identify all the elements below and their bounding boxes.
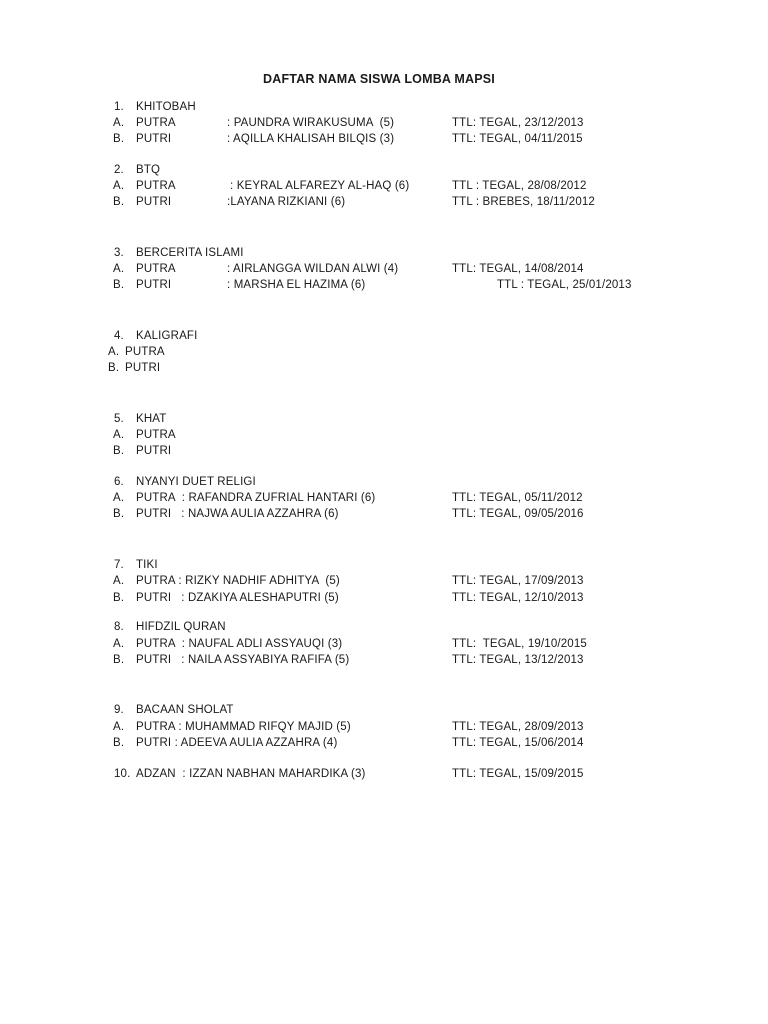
row-student-name: : MARSHA EL HAZIMA (6) <box>227 279 366 291</box>
row-ttl: TTL: TEGAL, 13/12/2013 <box>452 654 584 666</box>
row-letter: A. <box>113 117 125 129</box>
row-letter: B. <box>113 592 125 604</box>
row-ttl: TTL: TEGAL, 09/05/2016 <box>452 508 584 520</box>
section-number: 1. <box>114 101 124 113</box>
row-ttl: TTL : TEGAL, 28/08/2012 <box>452 180 587 192</box>
row-entry: PUTRI : ADEEVA AULIA AZZAHRA (4) <box>136 737 338 749</box>
row-label: PUTRA <box>136 180 176 192</box>
row-label: PUTRI <box>136 445 172 457</box>
row-student-name: :LAYANA RIZKIANI (6) <box>227 196 346 208</box>
row-ttl: TTL: TEGAL, 12/10/2013 <box>452 592 584 604</box>
section-number: 2. <box>114 164 124 176</box>
row-entry: PUTRI : NAILA ASSYABIYA RAFIFA (5) <box>136 654 350 666</box>
row-entry: PUTRA : RIZKY NADHIF ADHITYA (5) <box>136 575 340 587</box>
section-number: 8. <box>114 621 124 633</box>
row-ttl: TTL: TEGAL, 19/10/2015 <box>452 638 587 650</box>
row-student-name: : AQILLA KHALISAH BILQIS (3) <box>227 133 395 145</box>
section-name: HIFDZIL QURAN <box>136 621 226 633</box>
row-entry: PUTRA : MUHAMMAD RIFQY MAJID (5) <box>136 721 351 733</box>
row-student-name: : AIRLANGGA WILDAN ALWI (4) <box>227 263 399 275</box>
section-name: TIKI <box>136 559 158 571</box>
row-label: PUTRI <box>136 133 172 145</box>
row-entry: PUTRI : NAJWA AULIA AZZAHRA (6) <box>136 508 339 520</box>
section-number: 7. <box>114 559 124 571</box>
section-name: NYANYI DUET RELIGI <box>136 476 256 488</box>
section-name: KHAT <box>136 413 167 425</box>
section-name: KHITOBAH <box>136 101 196 113</box>
row-ttl: TTL : TEGAL, 25/01/2013 <box>497 279 632 291</box>
section-number: 10. <box>114 768 131 780</box>
row-label: PUTRI <box>125 362 161 374</box>
row-letter: B. <box>113 508 125 520</box>
document-title: DAFTAR NAMA SISWA LOMBA MAPSI <box>263 72 495 86</box>
section-number: 6. <box>114 476 124 488</box>
row-ttl: TTL: TEGAL, 05/11/2012 <box>452 492 583 504</box>
row-letter: A. <box>113 180 125 192</box>
row-letter: B. <box>108 362 120 374</box>
row-ttl: TTL: TEGAL, 14/08/2014 <box>452 263 584 275</box>
section-name: BACAAN SHOLAT <box>136 704 234 716</box>
row-letter: B. <box>113 279 125 291</box>
row-letter: A. <box>113 429 125 441</box>
section-name: KALIGRAFI <box>136 330 198 342</box>
section-number: 5. <box>114 413 124 425</box>
row-label: PUTRA <box>136 117 176 129</box>
section-number: 9. <box>114 704 124 716</box>
row-label: PUTRA <box>136 263 176 275</box>
row-label: PUTRA <box>136 429 176 441</box>
row-letter: B. <box>113 196 125 208</box>
row-letter: B. <box>113 445 125 457</box>
row-letter: B. <box>113 133 125 145</box>
row-ttl: TTL: TEGAL, 15/06/2014 <box>452 737 584 749</box>
row-label: PUTRI <box>136 279 172 291</box>
row-letter: A. <box>113 492 125 504</box>
row-ttl: TTL: TEGAL, 15/09/2015 <box>452 768 584 780</box>
row-letter: A. <box>113 575 125 587</box>
section-entry: ADZAN : IZZAN NABHAN MAHARDIKA (3) <box>136 768 366 780</box>
row-letter: B. <box>113 737 125 749</box>
row-label: PUTRA <box>125 346 165 358</box>
row-label: PUTRI <box>136 196 172 208</box>
row-letter: A. <box>113 721 125 733</box>
row-student-name: : KEYRAL ALFAREZY AL-HAQ (6) <box>230 180 410 192</box>
row-ttl: TTL: TEGAL, 04/11/2015 <box>452 133 583 145</box>
row-letter: A. <box>108 346 120 358</box>
section-name: BTQ <box>136 164 161 176</box>
section-number: 3. <box>114 247 124 259</box>
row-student-name: : PAUNDRA WIRAKUSUMA (5) <box>227 117 395 129</box>
row-letter: B. <box>113 654 125 666</box>
row-ttl: TTL : BREBES, 18/11/2012 <box>452 196 595 208</box>
row-ttl: TTL: TEGAL, 23/12/2013 <box>452 117 584 129</box>
row-ttl: TTL: TEGAL, 28/09/2013 <box>452 721 584 733</box>
row-letter: A. <box>113 638 125 650</box>
row-entry: PUTRA : NAUFAL ADLI ASSYAUQI (3) <box>136 638 343 650</box>
section-number: 4. <box>114 330 124 342</box>
row-ttl: TTL: TEGAL, 17/09/2013 <box>452 575 584 587</box>
row-letter: A. <box>113 263 125 275</box>
row-entry: PUTRA : RAFANDRA ZUFRIAL HANTARI (6) <box>136 492 376 504</box>
row-entry: PUTRI : DZAKIYA ALESHAPUTRI (5) <box>136 592 339 604</box>
section-name: BERCERITA ISLAMI <box>136 247 244 259</box>
